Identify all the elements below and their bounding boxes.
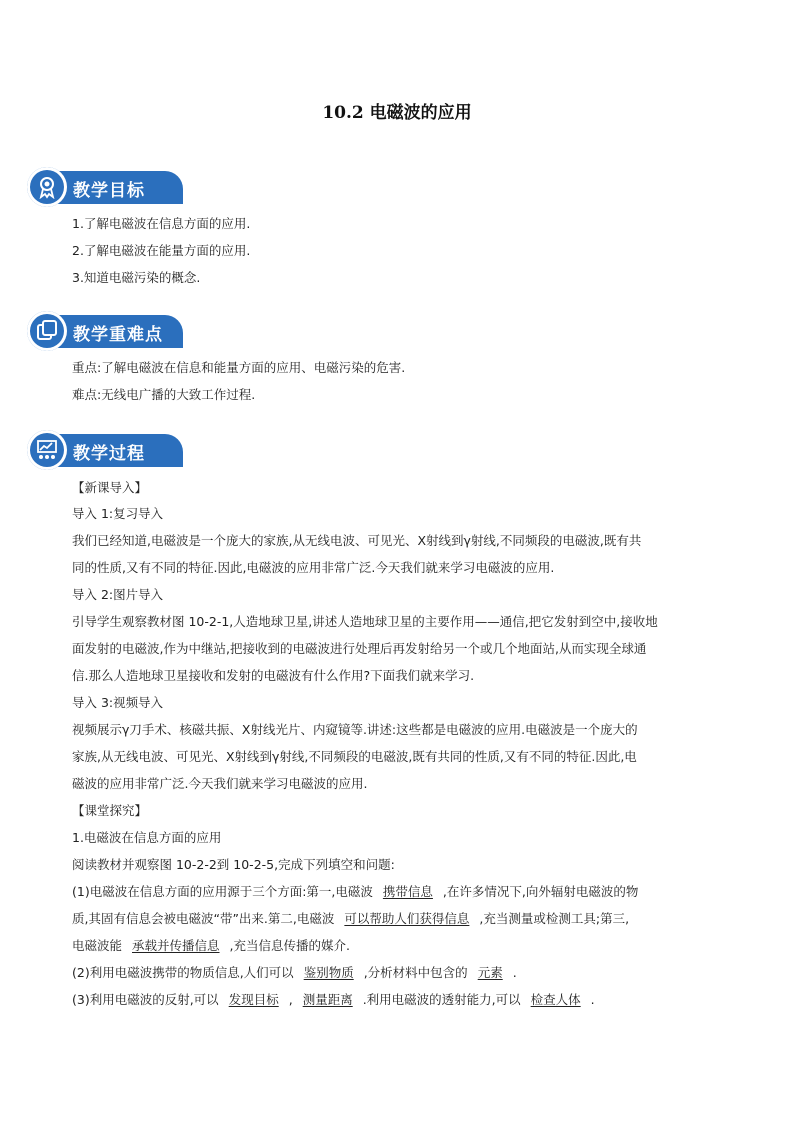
keypoint-item: 重点:了解电磁波在信息和能量方面的应用、电磁污染的危害. <box>72 360 406 375</box>
paragraph-line: 信.那么人造地球卫星接收和发射的电磁波有什么作用?下面我们就来学习. <box>72 668 475 683</box>
section-banner-process <box>27 430 187 470</box>
documents-icon <box>27 311 67 351</box>
question-line: 电磁波能 承载并传播信息 ,充当信息传播的媒介. <box>72 938 350 953</box>
answer-blank: 发现目标 <box>228 992 279 1007</box>
intro-title: 导入 3:视频导入 <box>72 695 164 710</box>
answer-blank: 测量距离 <box>302 992 353 1007</box>
explore-title: 1.电磁波在信息方面的应用 <box>72 830 222 845</box>
paragraph-line: 阅读教材并观察图 10-2-2到 10-2-5,完成下列填空和问题: <box>72 857 395 872</box>
paragraph-line: 同的性质,又有不同的特征.因此,电磁波的应用非常广泛.今天我们就来学习电磁波的应用. <box>72 560 555 575</box>
presentation-chart-icon <box>27 430 67 470</box>
keypoint-item: 难点:无线电广播的大致工作过程. <box>72 387 256 402</box>
award-icon <box>27 167 67 207</box>
intro-title: 导入 2:图片导入 <box>72 587 164 602</box>
section-heading-keypoints: 教学重难点 <box>73 325 163 345</box>
section-heading-process: 教学过程 <box>73 444 145 464</box>
subsection-label: 【课堂探究】 <box>72 803 148 818</box>
intro-title: 导入 1:复习导入 <box>72 506 164 521</box>
answer-blank: 携带信息 <box>382 884 433 899</box>
goal-item: 2.了解电磁波在能量方面的应用. <box>72 243 251 258</box>
subsection-label: 【新课导入】 <box>72 480 148 495</box>
paragraph-line: 引导学生观察教材图 10-2-1,人造地球卫星,讲述人造地球卫星的主要作用——通信,把它发射到空中,接收地 <box>72 614 658 629</box>
question-line: (3)利用电磁波的反射,可以 发现目标 , 测量距离 .利用电磁波的透射能力,可以 检查人体 . <box>72 992 595 1007</box>
answer-blank: 可以帮助人们获得信息 <box>344 911 470 926</box>
paragraph-line: 磁波的应用非常广泛.今天我们就来学习电磁波的应用. <box>72 776 368 791</box>
section-banner-goals <box>27 167 187 207</box>
paragraph-line: 面发射的电磁波,作为中继站,把接收到的电磁波进行处理后再发射给另一个或几个地面站,从而实现全球通 <box>72 641 647 656</box>
section-banner-keypoints <box>27 311 187 351</box>
answer-blank: 元素 <box>477 965 503 980</box>
question-line: 质,其固有信息会被电磁波“带”出来.第二,电磁波 可以帮助人们获得信息 ,充当测量或检测工具;第三, <box>72 911 630 926</box>
answer-blank: 承载并传播信息 <box>132 938 220 953</box>
paragraph-line: 家族,从无线电波、可见光、X射线到γ射线,不同频段的电磁波,既有共同的性质,又有不同的特征.因此,电 <box>72 749 637 764</box>
question-line: (1)电磁波在信息方面的应用源于三个方面:第一,电磁波 携带信息 ,在许多情况下,向外辐射电磁波的物 <box>72 884 639 899</box>
goal-item: 1.了解电磁波在信息方面的应用. <box>72 216 251 231</box>
goal-item: 3.知道电磁污染的概念. <box>72 270 201 285</box>
answer-blank: 检查人体 <box>530 992 581 1007</box>
paragraph-line: 视频展示γ刀手术、核磁共振、X射线光片、内窥镜等.讲述:这些都是电磁波的应用.电磁波是一个庞大的 <box>72 722 638 737</box>
answer-blank: 鉴别物质 <box>303 965 354 980</box>
paragraph-line: 我们已经知道,电磁波是一个庞大的家族,从无线电波、可见光、X射线到γ射线,不同频段的电磁波,既有共 <box>72 533 642 548</box>
page-title: 10.2 电磁波的应用 <box>322 103 472 123</box>
section-heading-goals: 教学目标 <box>73 181 145 201</box>
question-line: (2)利用电磁波携带的物质信息,人们可以 鉴别物质 ,分析材料中包含的 元素 . <box>72 965 517 980</box>
